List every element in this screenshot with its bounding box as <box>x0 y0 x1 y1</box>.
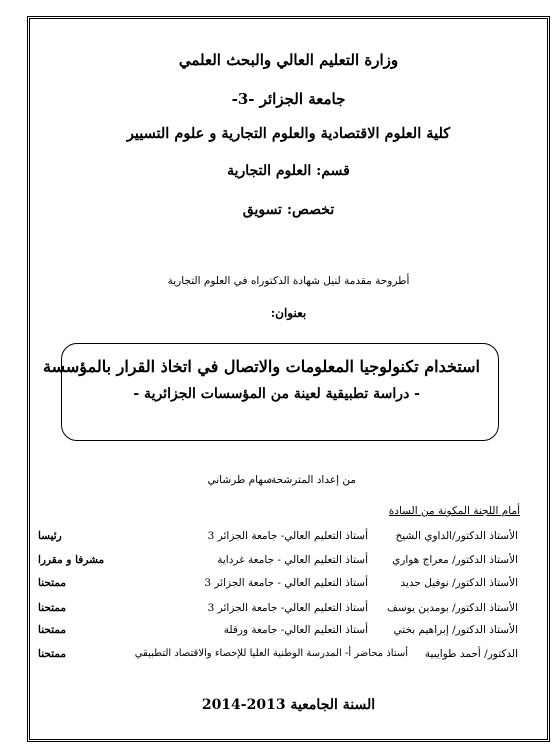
jury-row <box>38 530 518 548</box>
ministry-heading: وزارة التعليم العالي والبحث العلمي <box>178 51 399 69</box>
thesis-title-line2: - دراسة تطبيقية لعينة من المؤسسات الجزائرية - <box>133 386 420 402</box>
jury-member-position: أستاذ التعليم العالي- جامعة ورقلة <box>223 624 368 636</box>
jury-member-position: أستاذ التعليم العالي - جامعة غرداية <box>217 554 368 566</box>
jury-member-position: أستاذ التعليم العالي- جامعة الجزائر 3 <box>207 602 368 614</box>
university-heading: جامعة الجزائر -3- <box>231 90 346 108</box>
jury-member-position: أستاذ التعليم العالي - جامعة الجزائر 3 <box>204 577 368 589</box>
jury-member-name: الأستاذ الدكتور/ بومدين يوسف <box>387 602 518 614</box>
academic-year: السنة الجامعية 2013-2014 <box>201 697 376 713</box>
jury-heading: أمام اللجنة المكونة من السادة <box>388 505 520 517</box>
jury-member-role: ممتحنا <box>38 624 67 636</box>
jury-member-role: ممتحنا <box>38 577 67 589</box>
jury-member-role: ممتحنا <box>38 648 67 660</box>
jury-row <box>38 624 518 642</box>
jury-member-position: أستاذ التعليم العالي- جامعة الجزائر 3 <box>207 530 368 542</box>
jury-member-role: ممتحنا <box>38 602 67 614</box>
thesis-title-line1: استخدام تكنولوجيا المعلومات والاتصال في اتخاذ القرار بالمؤسسة <box>43 357 480 376</box>
jury-row <box>38 554 518 572</box>
jury-member-name: الأستاذ الدكتور/الداوي الشيخ <box>395 530 518 542</box>
specialty-heading: تخصص: تسويق <box>242 202 335 218</box>
jury-member-role: رئيسا <box>38 530 62 542</box>
title-label: بعنوان: <box>270 306 307 320</box>
thesis-title-box <box>43 343 499 441</box>
faculty-heading: كلية العلوم الاقتصادية والعلوم التجارية و علوم التسيير <box>126 125 451 142</box>
thesis-intro: أطروحة مقدمة لنيل شهادة الدكتوراه في العلوم التجارية <box>167 275 410 287</box>
jury-row <box>38 648 518 666</box>
jury-member-name: الأستاذ الدكتور/ معراج هواري <box>392 554 518 566</box>
jury-member-role: مشرفا و مقررا <box>38 554 105 566</box>
jury-member-position: أستاذ محاضر أ- المدرسة الوطنية العليا للإحصاء والاقتصاد التطبيقي <box>134 648 408 659</box>
jury-row <box>38 577 518 595</box>
jury-member-name: الأستاذ الدكتور/ إبراهيم بختي <box>393 624 518 636</box>
jury-member-name: الأستاذ الدكتور/ نوفيل حديد <box>400 577 518 589</box>
jury-member-name: الدكتور/ أحمد طوايبية <box>424 648 518 660</box>
candidate-label: من إعداد المترشحة: <box>267 474 356 486</box>
candidate-name: سهام طرشاني <box>207 474 272 486</box>
department-heading: قسم: العلوم التجارية <box>227 163 350 179</box>
jury-row <box>38 602 518 620</box>
